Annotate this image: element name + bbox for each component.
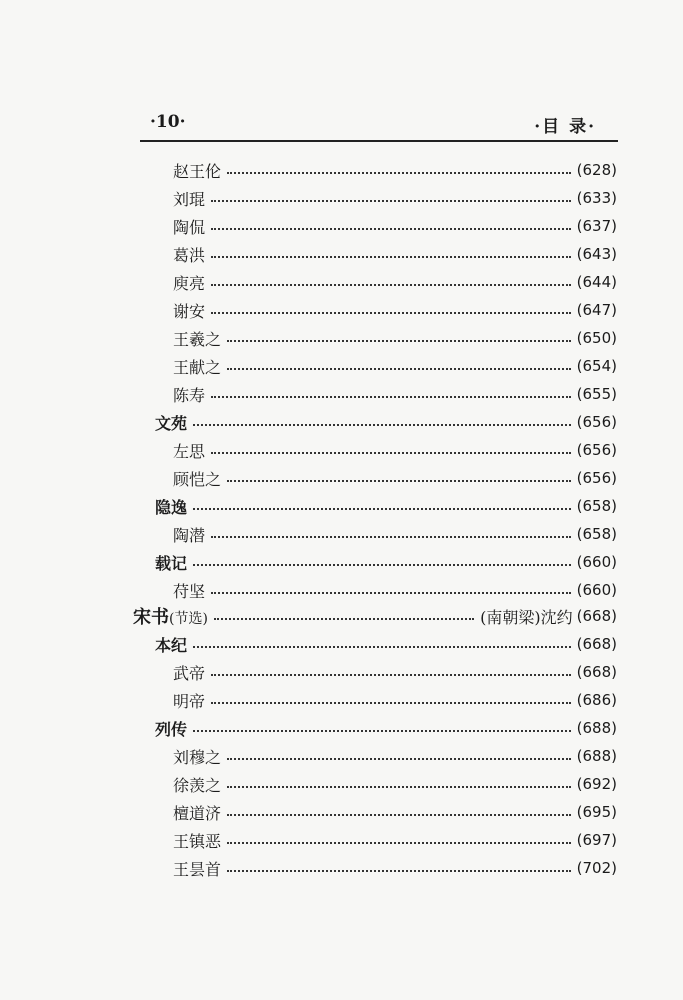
leader-dots — [211, 702, 571, 704]
toc-entry — [173, 437, 617, 463]
entry-page: (668) — [576, 607, 617, 625]
toc-entry — [173, 269, 617, 295]
leader-dots — [211, 536, 571, 538]
section-title: 隐逸 — [155, 497, 188, 517]
leader-dots — [193, 564, 571, 566]
section-title: 本纪 — [155, 635, 188, 655]
leader-dots — [193, 508, 571, 510]
entry-page: (656) — [576, 413, 617, 431]
entry-page: (695) — [576, 803, 617, 821]
leader-dots — [211, 228, 571, 230]
toc-entry — [173, 157, 617, 183]
toc-entry — [173, 241, 617, 267]
entry-page: (644) — [576, 273, 617, 291]
running-title: ·目 录· — [534, 117, 596, 137]
book-author: (南朝梁)沈约 — [480, 607, 573, 627]
entry-title: 庾亮 — [173, 273, 206, 293]
leader-dots — [227, 480, 571, 482]
entry-page: (660) — [576, 553, 617, 571]
entry-title: 徐羡之 — [173, 775, 222, 795]
section-title: 文苑 — [155, 413, 188, 433]
toc-entry — [173, 855, 617, 881]
toc-entry — [173, 799, 617, 825]
toc-entry — [173, 297, 617, 323]
toc-entry — [173, 465, 617, 491]
leader-dots — [193, 646, 571, 648]
leader-dots — [214, 618, 474, 620]
toc-section — [155, 715, 617, 741]
toc-entry — [173, 659, 617, 685]
leader-dots — [211, 674, 571, 676]
leader-dots — [227, 870, 571, 872]
entry-title: 王镇恶 — [173, 831, 222, 851]
entry-title: 左思 — [173, 441, 206, 461]
entry-page: (633) — [576, 189, 617, 207]
leader-dots — [193, 424, 571, 426]
entry-page: (637) — [576, 217, 617, 235]
entry-title: 王羲之 — [173, 329, 222, 349]
entry-title: 明帝 — [173, 691, 206, 711]
entry-page: (650) — [576, 329, 617, 347]
entry-page: (647) — [576, 301, 617, 319]
entry-title: 葛洪 — [173, 245, 206, 265]
leader-dots — [227, 368, 571, 370]
toc-entry — [173, 521, 617, 547]
entry-page: (668) — [576, 663, 617, 681]
entry-page: (668) — [576, 635, 617, 653]
toc-entry — [173, 213, 617, 239]
entry-page: (654) — [576, 357, 617, 375]
toc-section — [155, 409, 617, 435]
entry-page: (688) — [576, 719, 617, 737]
entry-page: (688) — [576, 747, 617, 765]
book-title: 宋书(节选) — [133, 607, 208, 628]
entry-title: 檀道济 — [173, 803, 222, 823]
leader-dots — [227, 172, 571, 174]
toc-section — [155, 493, 617, 519]
leader-dots — [193, 730, 571, 732]
leader-dots — [211, 312, 571, 314]
entry-page: (643) — [576, 245, 617, 263]
entry-page: (702) — [576, 859, 617, 877]
toc-entry — [173, 827, 617, 853]
entry-title: 赵王伦 — [173, 161, 222, 181]
entry-page: (658) — [576, 525, 617, 543]
toc-entry — [173, 381, 617, 407]
entry-title: 武帝 — [173, 663, 206, 683]
entry-page: (697) — [576, 831, 617, 849]
leader-dots — [227, 758, 571, 760]
entry-page: (658) — [576, 497, 617, 515]
leader-dots — [227, 814, 571, 816]
leader-dots — [211, 452, 571, 454]
entry-title: 刘穆之 — [173, 747, 222, 767]
entry-title: 王献之 — [173, 357, 222, 377]
entry-title: 顾恺之 — [173, 469, 222, 489]
toc-book — [133, 603, 617, 629]
book-note: (节选) — [169, 611, 208, 627]
toc-entry — [173, 771, 617, 797]
entry-page: (660) — [576, 581, 617, 599]
entry-page: (686) — [576, 691, 617, 709]
leader-dots — [211, 396, 571, 398]
entry-title: 陶潜 — [173, 525, 206, 545]
entry-page: (656) — [576, 469, 617, 487]
entry-title: 刘琨 — [173, 189, 206, 209]
toc-entry — [173, 743, 617, 769]
section-title: 载记 — [155, 553, 188, 573]
toc-section — [155, 631, 617, 657]
entry-page: (656) — [576, 441, 617, 459]
toc-section — [155, 549, 617, 575]
section-title: 列传 — [155, 719, 188, 739]
leader-dots — [227, 786, 571, 788]
leader-dots — [211, 256, 571, 258]
toc-entry — [173, 325, 617, 351]
page-header — [140, 110, 618, 142]
toc-entry — [173, 185, 617, 211]
entry-title: 王昙首 — [173, 859, 222, 879]
leader-dots — [211, 200, 571, 202]
toc-entry — [173, 577, 617, 603]
entry-title: 陶侃 — [173, 217, 206, 237]
entry-title: 陈寿 — [173, 385, 206, 405]
leader-dots — [211, 592, 571, 594]
entry-page: (628) — [576, 161, 617, 179]
entry-title: 苻坚 — [173, 581, 206, 601]
entry-page: (655) — [576, 385, 617, 403]
toc-entry — [173, 687, 617, 713]
page-number: ·10· — [150, 112, 186, 132]
toc-entry — [173, 353, 617, 379]
leader-dots — [211, 284, 571, 286]
leader-dots — [227, 842, 571, 844]
entry-page: (692) — [576, 775, 617, 793]
leader-dots — [227, 340, 571, 342]
entry-title: 谢安 — [173, 301, 206, 321]
